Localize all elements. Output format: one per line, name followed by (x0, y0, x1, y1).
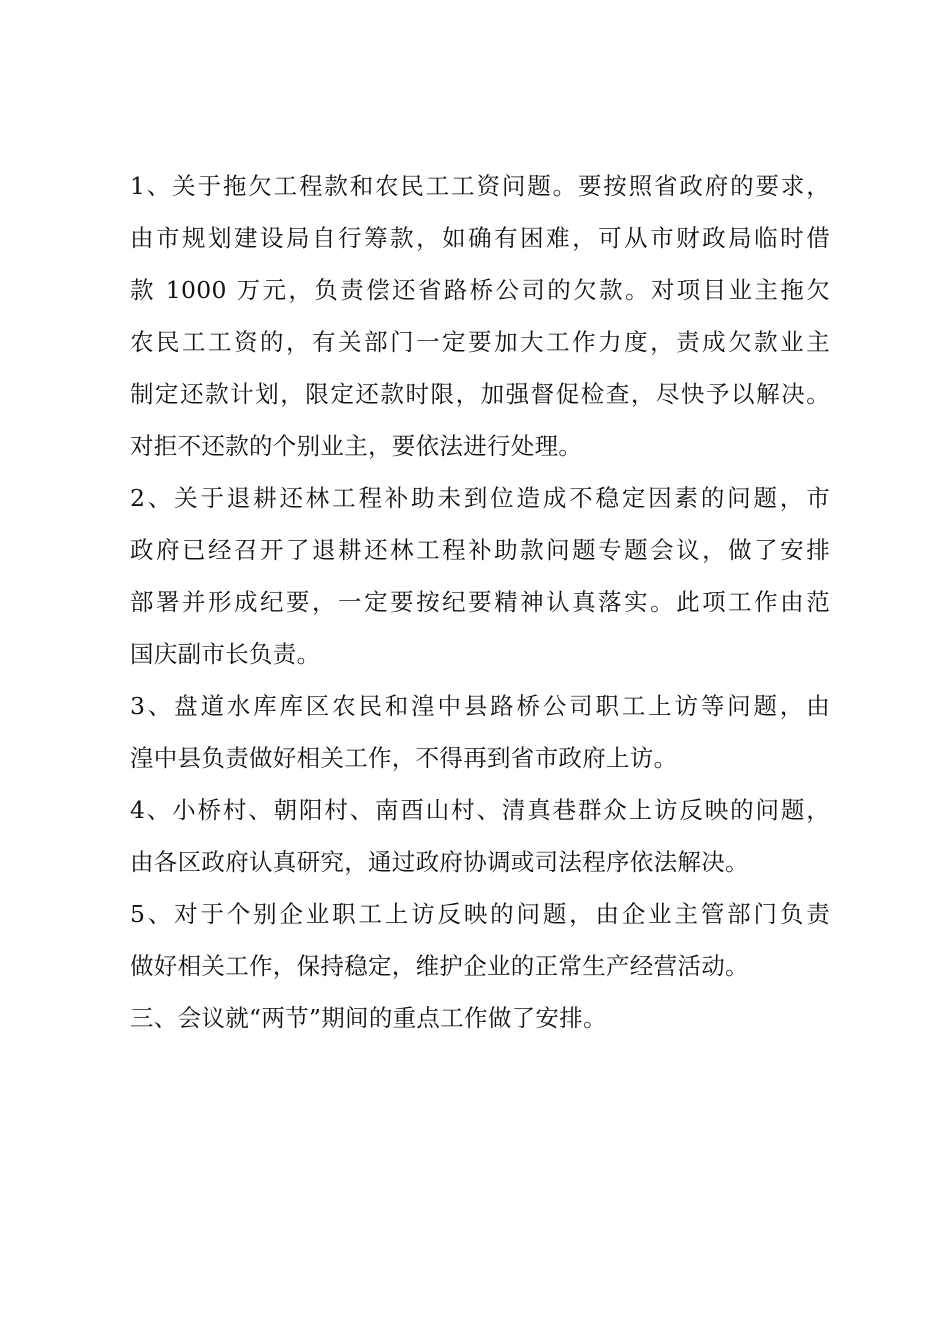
paragraph-item-5 (130, 888, 830, 992)
text-line: 部署并形成纪要，一定要按纪要精神认真落实。此项工作由范 (130, 588, 830, 616)
paragraph-item-3 (130, 680, 830, 784)
text-line: 制定还款计划，限定还款时限，加强督促检查，尽快予以解决。 (130, 380, 830, 408)
text-line: 政府已经召开了退耕还林工程补助款问题专题会议，做了安排 (130, 536, 830, 564)
text-line: 做好相关工作，保持稳定，维护企业的正常生产经营活动。 (130, 952, 749, 980)
text-line: 5、对于个别企业职工上访反映的问题，由企业主管部门负责 (130, 900, 830, 928)
text-line: 农民工工资的，有关部门一定要加大工作力度，责成欠款业主 (130, 328, 830, 356)
text-line: 3、盘道水库库区农民和湟中县路桥公司职工上访等问题，由 (130, 692, 830, 720)
text-line: 2、关于退耕还林工程补助未到位造成不稳定因素的问题，市 (130, 484, 830, 512)
text-line: 国庆副市长负责。 (130, 640, 321, 668)
text-line: 4、小桥村、朝阳村、南酉山村、清真巷群众上访反映的问题， (130, 796, 830, 824)
text-line: 由市规划建设局自行筹款，如确有困难，可从市财政局临时借 (130, 224, 830, 252)
text-line: 由各区政府认真研究，通过政府协调或司法程序依法解决。 (130, 848, 749, 876)
text-line: 湟中县负责做好相关工作，不得再到省市政府上访。 (130, 744, 678, 772)
text-line: 1、关于拖欠工程款和农民工工资问题。要按照省政府的要求， (130, 172, 830, 200)
paragraph-item-2 (130, 472, 830, 680)
text-line: 三、会议就“两节”期间的重点工作做了安排。 (130, 1004, 607, 1032)
section-heading-three (130, 992, 830, 1044)
paragraph-item-1 (130, 160, 830, 472)
text-line: 对拒不还款的个别业主，要依法进行处理。 (130, 432, 583, 460)
text-line: 款 1000 万元，负责偿还省路桥公司的欠款。对项目业主拖欠 (130, 276, 830, 304)
paragraph-item-4 (130, 784, 830, 888)
document-body (130, 160, 830, 1044)
